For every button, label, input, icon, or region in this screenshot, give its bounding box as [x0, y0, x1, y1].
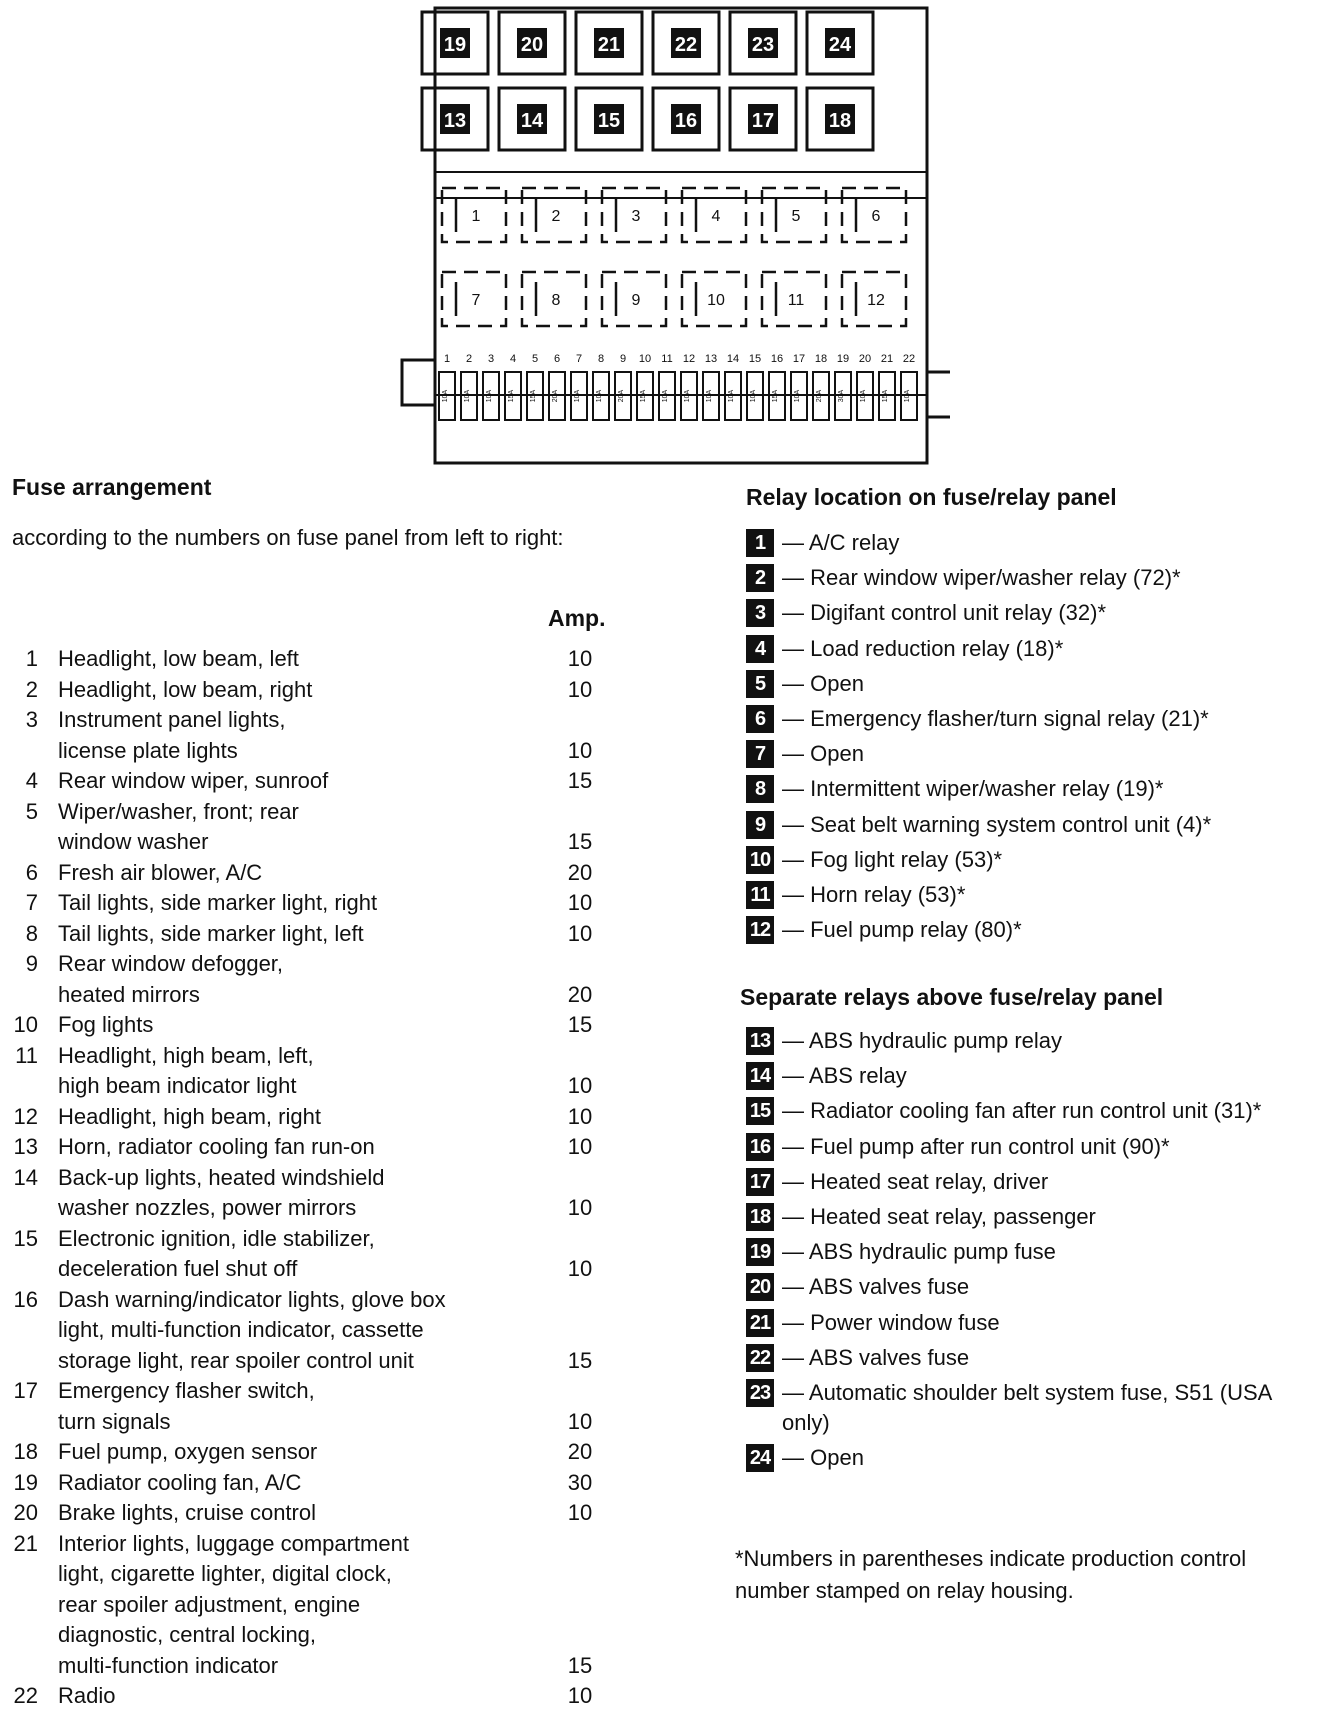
fuse-arrangement-intro: according to the numbers on fuse panel from left to right:: [12, 525, 564, 550]
fuse-row-number: 18: [13, 1439, 38, 1464]
relay-row: [746, 1378, 1316, 1438]
fuse-description-line: Fog lights: [58, 1012, 154, 1037]
fuse-amperage: 15: [567, 1012, 593, 1037]
relay-row: [746, 598, 1316, 628]
fuse-row: [0, 797, 620, 858]
fuse-description-line: Headlight, high beam, left,: [58, 1042, 314, 1068]
fuse-description-line: Rear window defogger,: [58, 951, 284, 976]
fuse-amperage: 10: [567, 1683, 593, 1708]
fuse-amperage: 15: [567, 768, 593, 793]
amp-column-header: Amp.: [548, 605, 606, 631]
fuse-number-4: 4: [509, 353, 517, 365]
relay-description: — Horn relay (53)*: [782, 881, 966, 907]
fuse-amperage: 10: [567, 1134, 593, 1159]
fuse-description-line: Headlight, low beam, right: [58, 676, 313, 702]
panel-relay-label-3: 3: [631, 208, 641, 225]
relay-description: — ABS valves fuse: [782, 1344, 970, 1370]
relay-number-badge: 12: [746, 916, 774, 944]
fuse-rating-8: 10A: [596, 389, 603, 403]
fuse-rating-6: 20A: [552, 389, 559, 403]
fuse-number-14: 14: [726, 353, 740, 365]
panel-relay-label-6: 6: [871, 208, 881, 225]
relay-row: [746, 1237, 1316, 1267]
fuse-amperage: 10: [567, 1256, 593, 1281]
relay-row: [746, 563, 1316, 593]
fuse-amperage: 10: [567, 890, 593, 915]
fuse-row: [0, 1132, 620, 1163]
relay-description: — Heated seat relay, passenger: [782, 1203, 1096, 1229]
fuse-rating-17: 10A: [794, 389, 801, 403]
fuse-row-number: 1: [25, 646, 38, 671]
relay-description: — Open: [782, 1445, 864, 1471]
relay-label-22: 22: [674, 34, 698, 56]
fuse-row: [0, 1498, 620, 1529]
relay-label-14: 14: [520, 110, 544, 132]
fuse-description-line: Radiator cooling fan, A/C: [58, 1469, 302, 1495]
fuse-rating-20: 10A: [860, 389, 867, 403]
fuse-row: [0, 766, 620, 797]
relay-number-badge: 1: [746, 529, 774, 557]
fuse-amperage: 15: [567, 1347, 593, 1373]
fuse-rating-9: 20A: [618, 389, 625, 403]
relay-label-23: 23: [751, 34, 775, 56]
fuse-amperage: 20: [567, 1439, 593, 1464]
fuse-amperage: 10: [567, 1500, 593, 1525]
fuse-row: [0, 1224, 620, 1285]
relay-description: — Open: [782, 741, 864, 767]
fuse-amperage: 10: [567, 737, 593, 763]
fuse-rating-7: 10A: [574, 389, 581, 403]
relay-description: — Power window fuse: [782, 1309, 1000, 1335]
relay-number-badge: 13: [746, 1027, 774, 1055]
fuse-number-16: 16: [770, 353, 784, 365]
fuse-description-line: Tail lights, side marker light, left: [58, 920, 364, 946]
fuse-description-line: light, multi-function indicator, cassette: [58, 1317, 424, 1342]
fuse-rating-13: 10A: [706, 389, 713, 403]
fuse-amperage: 15: [567, 1652, 593, 1678]
fuse-description-line: Horn, radiator cooling fan run-on: [58, 1134, 375, 1159]
fuse-number-10: 10: [638, 353, 652, 365]
relay-description: — Radiator cooling fan after run control unit (31)*: [782, 1098, 1262, 1124]
relay-row: [746, 880, 1316, 910]
relay-number-badge: 11: [746, 881, 774, 909]
relay-row: [746, 1061, 1316, 1091]
relay-row: [746, 1308, 1316, 1338]
relay-description: — A/C relay: [782, 530, 900, 555]
relay-description: — Fuel pump relay (80)*: [782, 917, 1022, 943]
fuse-amperage: 10: [567, 676, 593, 702]
panel-relay-label-4: 4: [711, 208, 721, 225]
fuse-number-1: 1: [443, 353, 451, 365]
relay-number-badge: 2: [746, 564, 774, 592]
fuse-description-line: Fresh air blower, A/C: [58, 859, 263, 885]
footnote: *Numbers in parentheses indicate production control number stamped on relay housing.: [735, 1546, 1247, 1603]
fuse-description-line: Emergency flasher switch,: [58, 1378, 315, 1403]
relay-description: — ABS hydraulic pump fuse: [782, 1239, 1056, 1265]
fuse-row: [0, 1529, 620, 1682]
relay-row: [746, 1132, 1316, 1162]
fuse-description-line: storage light, rear spoiler control unit: [58, 1347, 414, 1373]
fuse-rating-16: 15A: [772, 389, 779, 403]
panel-relay-label-9: 9: [631, 292, 641, 309]
relay-description: — Open: [782, 670, 864, 696]
panel-relay-label-5: 5: [791, 208, 801, 225]
fuse-row-number: 17: [13, 1378, 38, 1403]
left-mount-tab: [402, 360, 435, 405]
fuse-rating-1: 10A: [442, 389, 449, 403]
fuse-row-number: 9: [25, 951, 38, 976]
relay-description: — Fog light relay (53)*: [782, 846, 1003, 872]
fuse-row: [0, 1010, 620, 1041]
fuse-row-number: 10: [13, 1012, 38, 1037]
relay-number-badge: 19: [746, 1238, 774, 1266]
fuse-row-number: 13: [13, 1134, 38, 1159]
fuse-amperage: 20: [567, 859, 593, 885]
fuse-amperage: 10: [567, 646, 593, 671]
fuse-rating-2: 10A: [464, 389, 471, 403]
relay-number-badge: 7: [746, 740, 774, 768]
fuse-description-line: light, cigarette lighter, digital clock,: [58, 1561, 392, 1586]
panel-relay-label-11: 11: [787, 292, 805, 309]
fuse-description-line: multi-function indicator: [58, 1652, 279, 1678]
separate-relays-title: Separate relays above fuse/relay panel: [740, 984, 1164, 1010]
panel-relay-label-2: 2: [551, 208, 561, 225]
fuse-number-3: 3: [487, 353, 495, 365]
relay-row: [746, 1096, 1316, 1126]
relay-number-badge: 20: [746, 1273, 774, 1301]
relay-description: — Intermittent wiper/washer relay (19)*: [782, 776, 1164, 802]
separate-relay-list: [746, 1026, 1316, 1478]
relay-description: — Heated seat relay, driver: [782, 1168, 1049, 1194]
panel-relay-label-12: 12: [867, 292, 885, 309]
fuse-row: [0, 919, 620, 950]
fuse-description-line: Instrument panel lights,: [58, 707, 286, 732]
relay-number-badge: 15: [746, 1097, 774, 1125]
fuse-number-13: 13: [704, 353, 718, 365]
fuse-row: [0, 675, 620, 706]
fuse-row-number: 5: [25, 798, 38, 824]
fuse-rating-19: 30A: [838, 389, 845, 403]
relay-location-title: Relay location on fuse/relay panel: [746, 484, 1117, 510]
fuse-description-line: Tail lights, side marker light, right: [58, 890, 378, 915]
fuse-row: [0, 705, 620, 766]
fuse-description-line: license plate lights: [58, 737, 238, 763]
relay-description: — ABS hydraulic pump relay: [782, 1028, 1063, 1053]
relay-row: [746, 1272, 1316, 1302]
right-mount-tab: [927, 372, 950, 417]
fuse-row-number: 14: [13, 1164, 38, 1190]
fuse-rating-15: 10A: [750, 389, 757, 403]
fuse-row-number: 19: [13, 1469, 38, 1495]
fuse-row: [0, 644, 620, 675]
relay-description: — Digifant control unit relay (32)*: [782, 600, 1107, 626]
relay-number-badge: 16: [746, 1133, 774, 1161]
fuse-row: [0, 1102, 620, 1133]
fuse-arrangement-title: Fuse arrangement: [12, 474, 212, 500]
fuse-amperage: 10: [567, 920, 593, 946]
relay-row: [746, 704, 1316, 734]
relay-number-badge: 14: [746, 1062, 774, 1090]
relay-number-badge: 23: [746, 1379, 774, 1407]
relay-number-badge: 24: [746, 1444, 774, 1472]
fuse-row: [0, 1437, 620, 1468]
fuse-row: [0, 1163, 620, 1224]
relay-label-13: 13: [443, 110, 467, 132]
panel-relay-label-10: 10: [707, 292, 725, 309]
fuse-number-11: 11: [661, 353, 673, 365]
relay-row: [746, 1343, 1316, 1373]
fuse-row: [0, 1681, 620, 1712]
fuse-number-15: 15: [748, 353, 762, 365]
fuse-row-number: 16: [13, 1286, 38, 1312]
relay-row: [746, 845, 1316, 875]
relay-number-badge: 9: [746, 811, 774, 839]
fuse-description-line: Interior lights, luggage compartment: [58, 1530, 409, 1556]
fuse-list: [0, 644, 620, 1712]
fuse-description-line: Fuel pump, oxygen sensor: [58, 1439, 318, 1464]
fuse-description-line: diagnostic, central locking,: [58, 1622, 317, 1647]
relay-description: — Seat belt warning system control unit (4)*: [782, 811, 1212, 837]
fuse-description-line: rear spoiler adjustment, engine: [58, 1591, 361, 1617]
fuse-row: [0, 1376, 620, 1437]
fuse-row-number: 8: [25, 920, 38, 946]
relay-number-badge: 10: [746, 846, 774, 874]
fuse-amperage: 30: [567, 1469, 593, 1495]
fuse-amperage: 10: [567, 1408, 593, 1434]
relay-label-20: 20: [520, 34, 544, 56]
fuse-row: [0, 1041, 620, 1102]
fuse-row-number: 22: [13, 1683, 38, 1708]
fuse-description-line: Dash warning/indicator lights, glove box: [58, 1286, 446, 1312]
relay-number-badge: 4: [746, 635, 774, 663]
fuse-row-number: 7: [25, 890, 38, 915]
fuse-row-number: 12: [13, 1103, 38, 1129]
fuse-description-line: Rear window wiper, sunroof: [58, 768, 329, 793]
relay-row: [746, 1026, 1316, 1056]
fuse-row: [0, 888, 620, 919]
fuse-description-line: Brake lights, cruise control: [58, 1500, 316, 1525]
relay-label-17: 17: [751, 110, 775, 132]
fuse-rating-21: 15A: [882, 389, 889, 403]
fuse-number-2: 2: [465, 353, 473, 365]
fuse-number-12: 12: [682, 353, 696, 365]
relay-row: [746, 1202, 1316, 1232]
panel-relay-label-1: 1: [471, 208, 481, 225]
relay-description: — Emergency flasher/turn signal relay (21)*: [782, 705, 1209, 731]
fuse-number-6: 6: [553, 353, 561, 365]
fuse-rating-3: 10A: [486, 389, 493, 403]
relay-number-badge: 17: [746, 1168, 774, 1196]
fuse-rating-12: 10A: [684, 389, 691, 403]
relay-number-badge: 8: [746, 775, 774, 803]
fuse-description-line: Wiper/washer, front; rear: [58, 798, 299, 824]
relay-description: — ABS valves fuse: [782, 1274, 970, 1300]
panel-relay-label-7: 7: [471, 292, 481, 309]
relay-description: — ABS relay: [782, 1063, 907, 1089]
relay-label-15: 15: [597, 110, 621, 132]
fuse-row: [0, 858, 620, 889]
fuse-description-line: deceleration fuel shut off: [58, 1256, 298, 1281]
fuse-number-21: 21: [880, 353, 894, 365]
relay-number-badge: 3: [746, 599, 774, 627]
fuse-row-number: 20: [13, 1500, 38, 1525]
relay-row: [746, 774, 1316, 804]
fuse-row: [0, 1468, 620, 1499]
relay-number-badge: 6: [746, 705, 774, 733]
relay-row: [746, 739, 1316, 769]
fuse-rating-5: 15A: [530, 389, 537, 403]
fuse-description-line: Back-up lights, heated windshield: [58, 1164, 385, 1190]
relay-row: [746, 669, 1316, 699]
fuse-rating-10: 15A: [640, 389, 647, 403]
fuse-description-line: Headlight, low beam, left: [58, 646, 299, 671]
fuse-row: [0, 949, 620, 1010]
fuse-rating-22: 10A: [904, 389, 911, 403]
relay-description: — Rear window wiper/washer relay (72)*: [782, 565, 1181, 591]
relay-row: [746, 1443, 1316, 1473]
fuse-description-line: turn signals: [58, 1408, 171, 1434]
fuse-description-line: washer nozzles, power mirrors: [58, 1195, 357, 1220]
fuse-amperage: 20: [567, 981, 593, 1007]
relay-label-24: 24: [828, 34, 852, 56]
fuse-description-line: window washer: [58, 829, 209, 854]
fuse-amperage: 10: [567, 1073, 593, 1098]
fuse-number-22: 22: [902, 353, 916, 365]
fuse-amperage: 15: [567, 829, 593, 854]
relay-description: — Load reduction relay (18)*: [782, 635, 1064, 661]
fuse-rating-18: 20A: [816, 389, 823, 403]
fuse-rating-4: 15A: [508, 389, 515, 403]
fuse-row-number: 15: [13, 1225, 38, 1251]
fuse-amperage: 10: [567, 1195, 593, 1220]
relay-row: [746, 810, 1316, 840]
fuse-number-19: 19: [836, 353, 850, 365]
relay-label-16: 16: [674, 110, 698, 132]
fuse-description-line: Radio: [58, 1683, 116, 1708]
relay-label-19: 19: [443, 34, 467, 56]
relay-row: [746, 528, 1316, 558]
relay-row: [746, 634, 1316, 664]
relay-description: — Automatic shoulder belt system fuse, S51 (USA only): [782, 1379, 1272, 1435]
fuse-number-20: 20: [858, 353, 872, 365]
fuse-row: [0, 1285, 620, 1377]
fuse-number-7: 7: [575, 353, 583, 365]
relay-number-badge: 22: [746, 1344, 774, 1372]
relay-description: — Fuel pump after run control unit (90)*: [782, 1133, 1170, 1159]
relay-row: [746, 1167, 1316, 1197]
fuse-number-9: 9: [619, 353, 627, 365]
fuse-rating-14: 10A: [728, 389, 735, 403]
fuse-rating-11: 10A: [662, 389, 669, 403]
relay-number-badge: 5: [746, 670, 774, 698]
fuse-number-8: 8: [597, 353, 605, 365]
relay-number-badge: 18: [746, 1203, 774, 1231]
fuse-relay-panel-diagram: [390, 0, 950, 470]
fuse-description-line: heated mirrors: [58, 981, 200, 1007]
relay-list: [746, 528, 1316, 950]
relay-label-18: 18: [828, 110, 852, 132]
fuse-row-number: 6: [25, 859, 38, 885]
relay-number-badge: 21: [746, 1309, 774, 1337]
fuse-description-line: high beam indicator light: [58, 1073, 297, 1098]
fuse-number-17: 17: [792, 353, 806, 365]
fuse-description-line: Headlight, high beam, right: [58, 1103, 321, 1129]
fuse-number-5: 5: [531, 353, 539, 365]
fuse-row-number: 4: [25, 768, 38, 793]
relay-label-21: 21: [597, 34, 621, 56]
fuse-description-line: Electronic ignition, idle stabilizer,: [58, 1225, 375, 1251]
fuse-amperage: 10: [567, 1103, 593, 1129]
fuse-row-number: 2: [25, 676, 38, 702]
fuse-number-18: 18: [814, 353, 828, 365]
fuse-row-number: 3: [25, 707, 38, 732]
fuse-row-number: 21: [13, 1530, 38, 1556]
panel-relay-label-8: 8: [551, 292, 561, 309]
relay-row: [746, 915, 1316, 945]
fuse-row-number: 11: [15, 1042, 38, 1068]
